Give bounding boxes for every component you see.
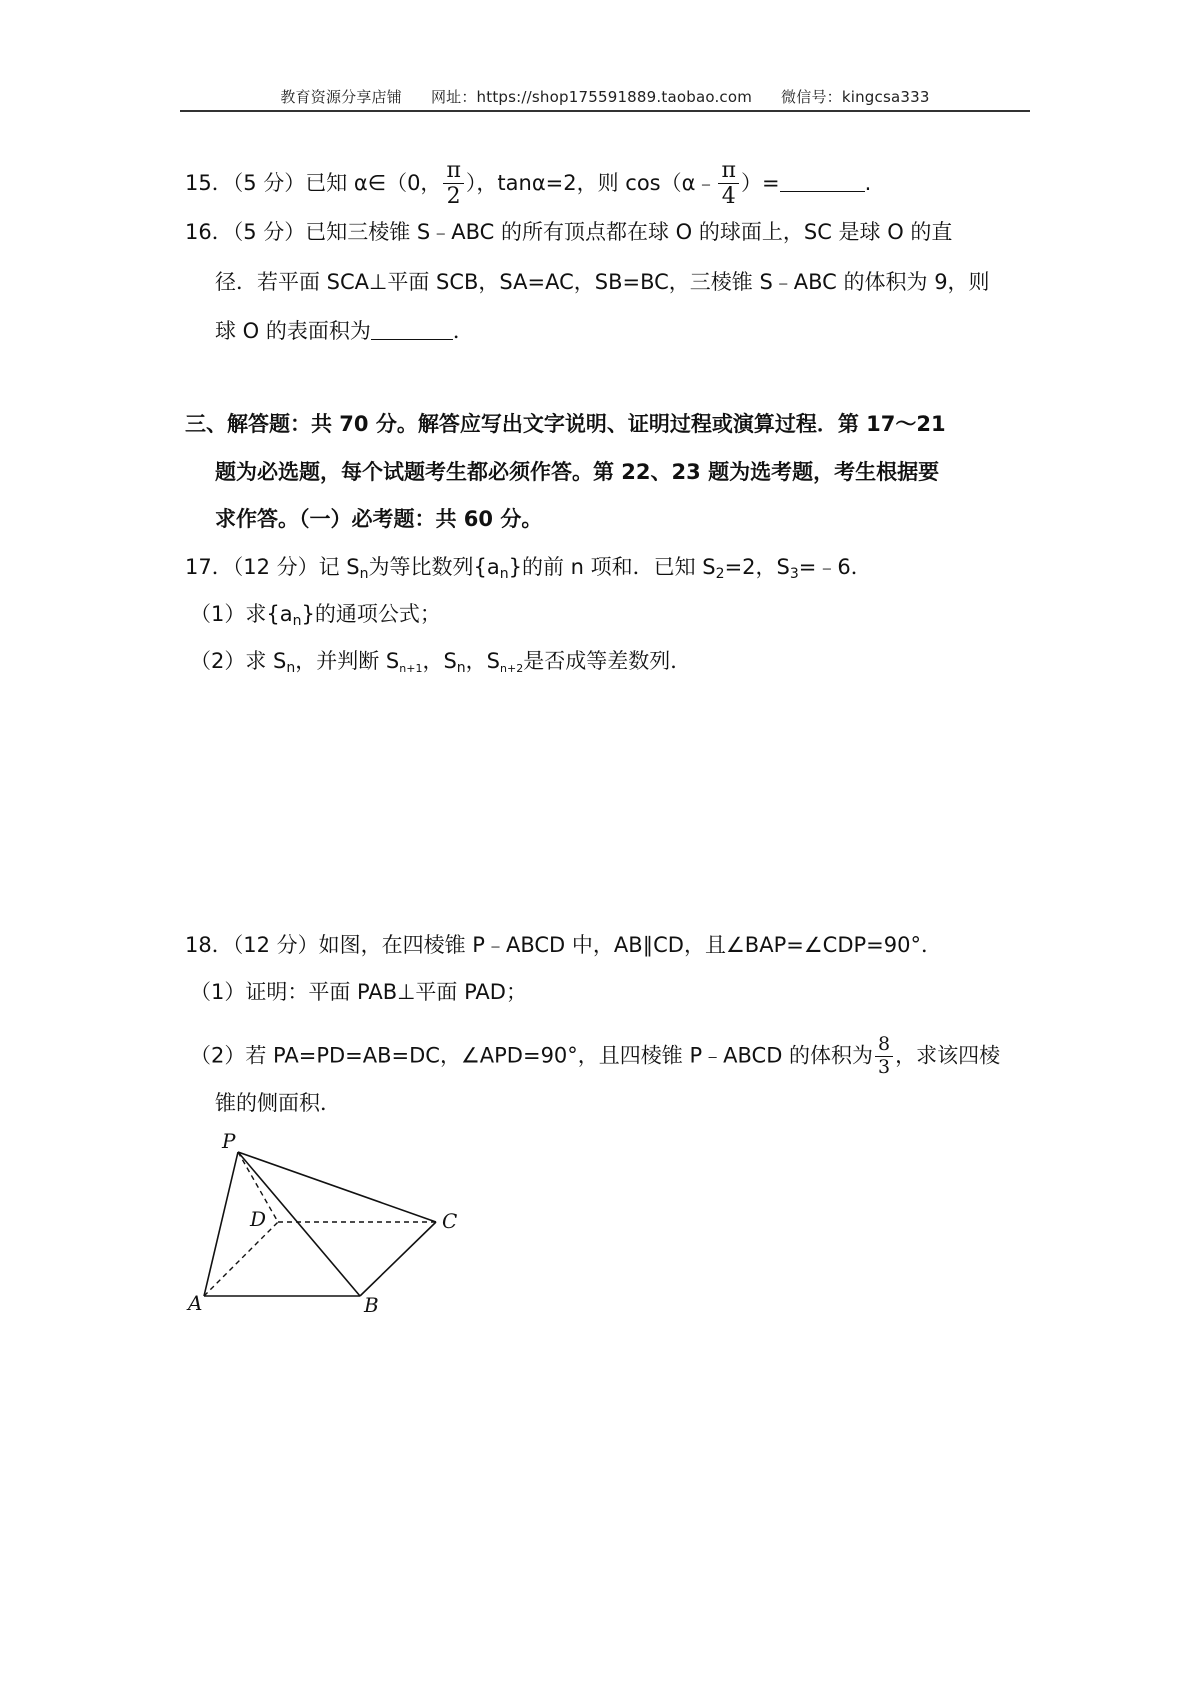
- vertex-label-P: P: [222, 1130, 236, 1153]
- question-16-line-2: 径．若平面 SCA⊥平面 SCB，SA=AC，SB=BC，三棱锥 S﹣ABC 的体积为 9，则: [215, 270, 990, 294]
- section-3-line-1: 三、解答题：共 70 分。解答应写出文字说明、证明过程或演算过程．第 17～21: [185, 412, 946, 436]
- answer-blank: [371, 319, 453, 340]
- header-url: 网址：https://shop175591889.taobao.com: [430, 88, 753, 106]
- page-header: [180, 86, 1030, 107]
- question-18-part-1: （1）证明：平面 PAB⊥平面 PAD；: [190, 980, 527, 1004]
- vertex-label-C: C: [442, 1209, 458, 1233]
- question-16-line-3: 球 O 的表面积为: [215, 319, 371, 343]
- header-wechat: 微信号：kingcsa333: [781, 88, 930, 106]
- q15-prefix: 15．（5 分）已知 α∈（0，: [185, 170, 442, 195]
- section-3-line-2: 题为必选题，每个试题考生都必须作答。第 22、23 题为选考题，考生根据要: [215, 460, 940, 484]
- header-divider: [180, 110, 1030, 112]
- answer-blank: [780, 171, 865, 192]
- question-18-part-2-cont: 锥的侧面积．: [215, 1091, 341, 1115]
- fraction-pi-over-2: $\frac{\pi}{2}$: [443, 158, 463, 210]
- question-17-part-1: （1）求$\{a_n\}$的通项公式；: [190, 602, 441, 629]
- question-17-part-2: （2）求 $S_n$，并判断 $S_{n+1}$，$S_n$，$S_{n+2}$是否成等差数列．: [190, 649, 692, 676]
- header-shop: 教育资源分享店铺: [280, 88, 402, 106]
- edge-PA: [204, 1152, 238, 1296]
- q15-suffix: ）=: [740, 170, 780, 195]
- edge-AD-hidden: [204, 1222, 278, 1296]
- question-16-line-1: 16．（5 分）已知三棱锥 S﹣ABC 的所有顶点都在球 O 的球面上，SC 是球 O 的直: [185, 220, 953, 244]
- question-18-part-2: （2）若 PA=PD=AB=DC，∠APD=90°，且四棱锥 P﹣ABCD 的体积为 $\frac{8}{3}$ ，求该四棱: [190, 1033, 1001, 1078]
- question-18: 18．（12 分）如图，在四棱锥 P﹣ABCD 中，AB∥CD，且∠BAP=∠CDP=90°．: [185, 933, 942, 957]
- q15-mid: ），tanα=2，则 cos（α﹣: [465, 170, 717, 195]
- fraction-pi-over-4: $\frac{\pi}{4}$: [718, 158, 738, 210]
- pyramid-figure: [180, 1130, 480, 1320]
- section-3-line-3: 求作答。（一）必考题：共 60 分。: [215, 507, 543, 531]
- fraction-8-over-3: $\frac{8}{3}$: [875, 1034, 893, 1079]
- vertex-label-B: B: [364, 1293, 379, 1317]
- question-15: 15．（5 分）已知 α∈（0， $\frac{\pi}{2}$ ），tanα=2，则 cos（α﹣ $\frac{\pi}{4}$ ）= .: [185, 158, 872, 210]
- question-17: 17．（12 分）记 $S_n$为等比数列$\{a_n\}$的前 n 项和．已知 $S_2=2$，$S_3=﹣6$．: [185, 555, 872, 582]
- vertex-label-D: D: [250, 1207, 267, 1231]
- vertex-label-A: A: [188, 1291, 203, 1315]
- edge-BC: [360, 1222, 436, 1296]
